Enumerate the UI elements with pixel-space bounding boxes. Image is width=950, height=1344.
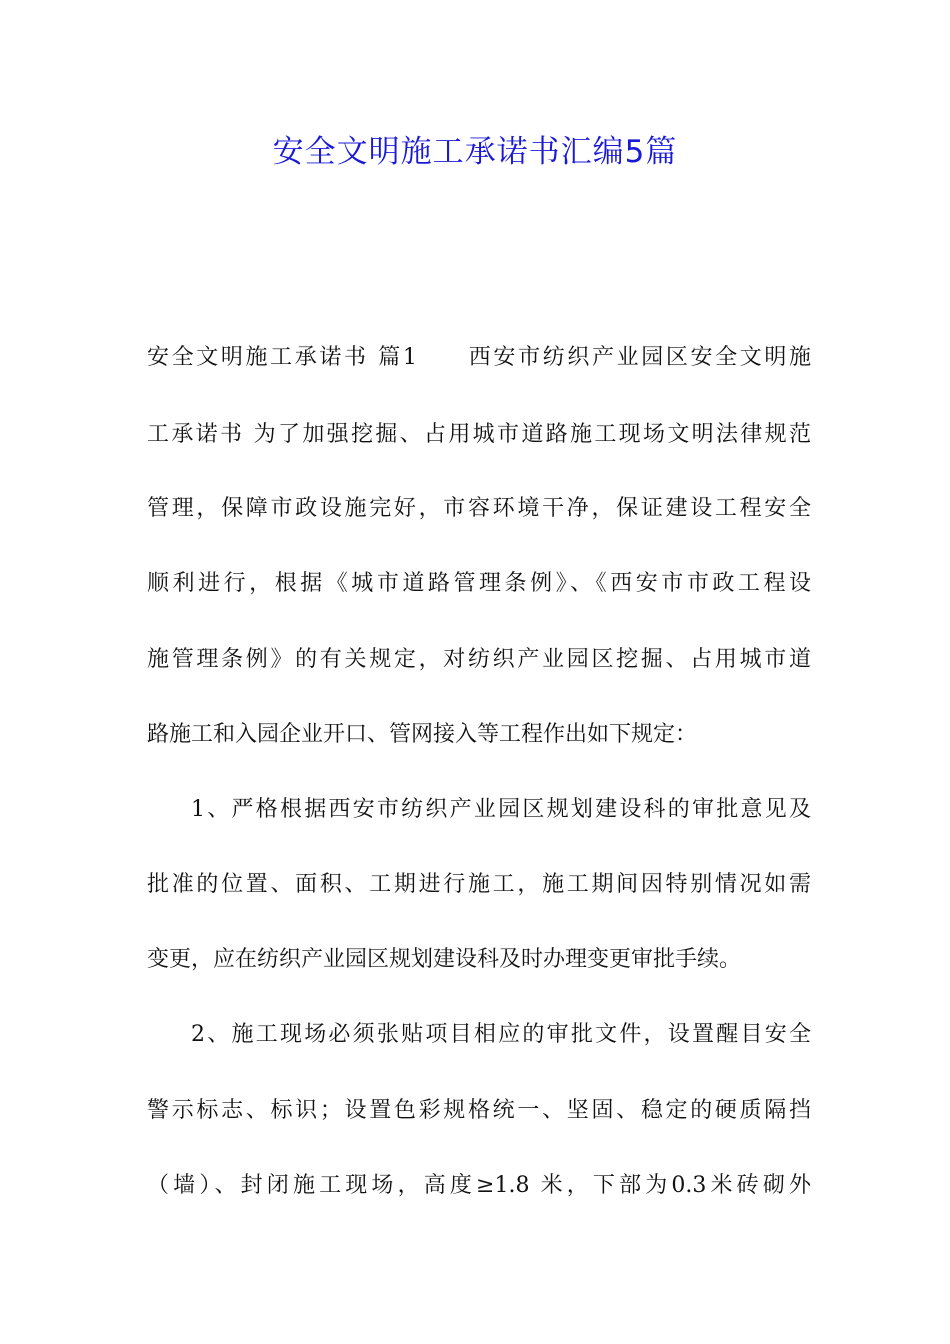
text-line: 变更，应在纺织产业园区规划建设科及时办理变更审批手续。 xyxy=(147,947,742,972)
paragraph-first-line: 1、严格根据西安市纺织产业园区规划建设科的审批意见及 xyxy=(191,797,811,822)
text-line: 管理，保障市政设施完好，市容环境干净，保证建设工程安全 xyxy=(147,496,811,521)
paragraph-first-line: 2、施工现场必须张贴项目相应的审批文件，设置醒目安全 xyxy=(191,1022,811,1047)
text-line: 安全文明施工承诺书 篇1 西安市纺织产业园区安全文明施 xyxy=(147,345,811,370)
text-line: （墙）、封闭施工现场，高度≥1.8 米，下部为0.3米砖砌外 xyxy=(147,1173,811,1198)
text-line: 路施工和入园企业开口、管网接入等工程作出如下规定： xyxy=(147,722,698,747)
text-line: 工承诺书 为了加强挖掘、占用城市道路施工现场文明法律规范 xyxy=(147,422,811,447)
text-line: 施管理条例》的有关规定，对纺织产业园区挖掘、占用城市道 xyxy=(147,647,811,672)
document-title: 安全文明施工承诺书汇编5篇 xyxy=(272,134,678,170)
text-line: 警示标志、标识；设置色彩规格统一、坚固、稳定的硬质隔挡 xyxy=(147,1098,811,1123)
text-line: 顺利进行，根据《城市道路管理条例》、《西安市市政工程设 xyxy=(147,571,811,596)
text-line: 批准的位置、面积、工期进行施工，施工期间因特别情况如需 xyxy=(147,872,811,897)
